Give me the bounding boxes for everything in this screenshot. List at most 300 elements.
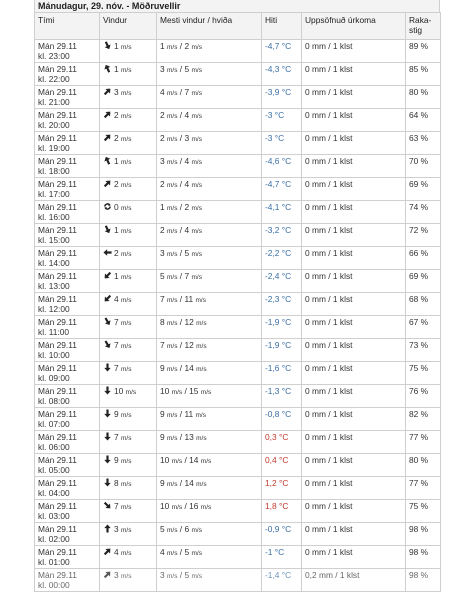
hour-label: kl. 07:00 [38, 419, 70, 429]
gust-value: 4 [184, 179, 190, 189]
speed-unit: m/s [195, 412, 206, 419]
wind-speed: 2 [114, 179, 119, 189]
day-label: Mán 29.11 [38, 179, 77, 189]
speed-unit: m/s [196, 343, 207, 350]
wind-speed: 9 [114, 409, 119, 419]
wind-cell [100, 431, 157, 454]
temperature-unit: °C [281, 64, 292, 74]
speed-unit: m/s [196, 435, 207, 442]
hour-label: kl. 23:00 [38, 51, 70, 61]
speed-unit: m/s [167, 297, 178, 304]
temperature-cell [262, 546, 302, 569]
day-label: Mán 29.11 [38, 386, 77, 396]
wind-cell [100, 224, 157, 247]
time-cell [35, 224, 100, 247]
temperature-cell [262, 63, 302, 86]
table-row [35, 132, 441, 155]
temperature-cell [262, 247, 302, 270]
precipitation-cell: 0 mm / 1 klst [302, 477, 406, 500]
table-row [35, 293, 441, 316]
temperature-unit: °C [281, 248, 292, 258]
day-label: Mán 29.11 [38, 501, 77, 511]
precipitation-cell: 0 mm / 1 klst [302, 408, 406, 431]
speed-unit: m/s [191, 251, 202, 258]
speed-unit: m/s [121, 159, 132, 166]
precipitation-cell: 0 mm / 1 klst [302, 201, 406, 224]
precipitation-cell: 0 mm / 1 klst [302, 339, 406, 362]
time-cell [35, 40, 100, 63]
wind-cell [100, 339, 157, 362]
speed-unit: m/s [191, 159, 202, 166]
wind-cell [100, 523, 157, 546]
speed-unit: m/s [191, 113, 202, 120]
max-wind-cell: 9 m/s / 14 m/s [157, 362, 262, 385]
precipitation-cell: 0 mm / 1 klst [302, 431, 406, 454]
temperature-cell [262, 454, 302, 477]
wind-cell [100, 132, 157, 155]
max-wind-value: 9 [160, 478, 165, 488]
speed-unit: m/s [167, 113, 178, 120]
precipitation-cell: 0 mm / 1 klst [302, 362, 406, 385]
precipitation-cell: 0 mm / 1 klst [302, 224, 406, 247]
speed-unit: m/s [167, 136, 178, 143]
speed-unit: m/s [167, 573, 178, 580]
wind-direction-arrow-icon [103, 363, 112, 372]
temperature-cell [262, 408, 302, 431]
speed-unit: m/s [196, 366, 207, 373]
temperature-value: 0,3 [265, 432, 277, 442]
table-row [35, 316, 441, 339]
temperature-cell [262, 431, 302, 454]
hour-label: kl. 13:00 [38, 281, 70, 291]
gust-value: 14 [184, 363, 194, 373]
hour-label: kl. 11:00 [38, 327, 70, 337]
speed-unit: m/s [121, 113, 132, 120]
day-label: Mán 29.11 [38, 271, 77, 281]
speed-unit: m/s [121, 251, 132, 258]
table-row [35, 270, 441, 293]
humidity-cell: 63 % [406, 132, 441, 155]
wind-speed: 1 [114, 64, 119, 74]
temperature-value: 1,2 [265, 478, 277, 488]
col-header-humidity[interactable] [406, 13, 441, 40]
wind-cell [100, 385, 157, 408]
wind-speed: 2 [114, 133, 119, 143]
table-row [35, 454, 441, 477]
humidity-cell: 69 % [406, 270, 441, 293]
max-wind-cell: 3 m/s / 5 m/s [157, 569, 262, 592]
humidity-cell: 64 % [406, 109, 441, 132]
gust-value: 12 [184, 317, 194, 327]
gust-value: 5 [184, 64, 190, 74]
humidity-cell: 77 % [406, 431, 441, 454]
temperature-value: -4,6 [265, 156, 280, 166]
temperature-cell [262, 385, 302, 408]
col-header-time[interactable]: Tími [35, 13, 100, 40]
wind-cell [100, 477, 157, 500]
speed-unit: m/s [171, 389, 183, 396]
wind-speed: 1 [114, 271, 119, 281]
temperature-unit: °C [281, 409, 292, 419]
speed-unit: m/s [121, 481, 132, 488]
precipitation-cell: 0 mm / 1 klst [302, 500, 406, 523]
hour-label: kl. 10:00 [38, 350, 70, 360]
wind-cell [100, 569, 157, 592]
speed-unit: m/s [191, 67, 202, 74]
wind-cell [100, 86, 157, 109]
temperature-value: -2,3 [265, 294, 280, 304]
max-wind-cell: 4 m/s / 5 m/s [157, 546, 262, 569]
precipitation-cell: 0 mm / 1 klst [302, 86, 406, 109]
precipitation-cell: 0 mm / 1 klst [302, 155, 406, 178]
temperature-value: -3,2 [265, 225, 280, 235]
wind-cell [100, 500, 157, 523]
wind-direction-arrow-icon [103, 110, 112, 119]
max-wind-cell: 3 m/s / 4 m/s [157, 155, 262, 178]
wind-speed: 2 [114, 248, 119, 258]
max-wind-value: 3 [160, 248, 165, 258]
gust-value: 5 [184, 248, 190, 258]
temperature-cell [262, 569, 302, 592]
humidity-header-line2: stig [409, 25, 423, 35]
wind-direction-arrow-icon [103, 294, 112, 303]
precipitation-cell: 0 mm / 1 klst [302, 247, 406, 270]
wind-speed: 2 [114, 110, 119, 120]
wind-direction-arrow-icon [103, 501, 112, 510]
temperature-cell [262, 40, 302, 63]
speed-unit: m/s [167, 550, 178, 557]
max-wind-value: 1 [160, 202, 165, 212]
temperature-value: -1,9 [265, 340, 280, 350]
humidity-cell: 70 % [406, 155, 441, 178]
wind-direction-arrow-icon [103, 156, 112, 165]
speed-unit: m/s [200, 458, 212, 465]
speed-unit: m/s [121, 136, 132, 143]
time-cell [35, 132, 100, 155]
hour-label: kl. 06:00 [38, 442, 70, 452]
day-label: Mán 29.11 [38, 432, 77, 442]
precipitation-cell: 0 mm / 1 klst [302, 385, 406, 408]
wind-cell [100, 546, 157, 569]
temperature-value: -3,9 [265, 87, 280, 97]
humidity-header-line1: Raka- [409, 15, 432, 25]
wind-speed: 3 [114, 570, 119, 580]
page-title: Mánudagur, 29. nóv. - Möðruvellir [34, 0, 440, 12]
day-label: Mán 29.11 [38, 64, 77, 74]
wind-speed: 0 [114, 202, 119, 212]
time-cell [35, 362, 100, 385]
calm-wind-icon [103, 202, 112, 211]
speed-unit: m/s [121, 435, 132, 442]
temperature-cell [262, 339, 302, 362]
wind-direction-arrow-icon [103, 87, 112, 96]
speed-unit: m/s [191, 274, 202, 281]
speed-unit: m/s [121, 90, 132, 97]
precipitation-cell: 0 mm / 1 klst [302, 523, 406, 546]
temperature-cell [262, 132, 302, 155]
table-row [35, 362, 441, 385]
table-row [35, 569, 441, 592]
max-wind-cell: 1 m/s / 2 m/s [157, 201, 262, 224]
day-label: Mán 29.11 [38, 202, 77, 212]
temperature-value: -3 [265, 133, 273, 143]
wind-speed: 7 [114, 501, 119, 511]
speed-unit: m/s [167, 527, 178, 534]
col-header-wind[interactable]: Vindur [100, 13, 157, 40]
col-header-max-wind[interactable]: Mesti vindur / hviða [157, 13, 262, 40]
temperature-unit: °C [281, 179, 292, 189]
wind-direction-arrow-icon [103, 41, 112, 50]
wind-speed: 1 [114, 225, 119, 235]
hour-label: kl. 18:00 [38, 166, 70, 176]
gust-value: 2 [184, 41, 190, 51]
table-row [35, 523, 441, 546]
time-cell [35, 155, 100, 178]
time-cell [35, 385, 100, 408]
hour-label: kl. 16:00 [38, 212, 70, 222]
time-cell [35, 546, 100, 569]
wind-direction-arrow-icon [103, 64, 112, 73]
temperature-cell [262, 293, 302, 316]
temperature-unit: °C [278, 478, 289, 488]
humidity-cell: 72 % [406, 224, 441, 247]
time-cell [35, 178, 100, 201]
speed-unit: m/s [200, 504, 212, 511]
temperature-unit: °C [281, 202, 292, 212]
day-label: Mán 29.11 [38, 409, 77, 419]
wind-cell [100, 316, 157, 339]
max-wind-value: 5 [160, 524, 165, 534]
speed-unit: m/s [167, 366, 178, 373]
gust-value: 4 [184, 225, 190, 235]
temperature-unit: °C [281, 340, 292, 350]
time-cell [35, 339, 100, 362]
gust-value: 5 [184, 547, 190, 557]
wind-cell [100, 201, 157, 224]
speed-unit: m/s [167, 274, 178, 281]
temperature-unit: °C [281, 317, 292, 327]
time-cell [35, 454, 100, 477]
hour-label: kl. 19:00 [38, 143, 70, 153]
max-wind-cell: 2 m/s / 4 m/s [157, 109, 262, 132]
speed-unit: m/s [121, 67, 132, 74]
temperature-cell [262, 477, 302, 500]
temperature-cell [262, 224, 302, 247]
time-cell [35, 431, 100, 454]
time-cell [35, 477, 100, 500]
wind-direction-arrow-icon [103, 386, 112, 395]
forecast-table [34, 12, 441, 592]
day-label: Mán 29.11 [38, 156, 77, 166]
gust-value: 13 [184, 432, 194, 442]
wind-direction-arrow-icon [103, 570, 112, 579]
max-wind-value: 4 [160, 547, 165, 557]
time-cell [35, 523, 100, 546]
speed-unit: m/s [195, 297, 206, 304]
wind-speed: 3 [114, 524, 119, 534]
day-label: Mán 29.11 [38, 41, 77, 51]
temperature-cell [262, 201, 302, 224]
wind-cell [100, 362, 157, 385]
day-label: Mán 29.11 [38, 110, 77, 120]
speed-unit: m/s [167, 44, 178, 51]
humidity-cell: 77 % [406, 477, 441, 500]
time-cell [35, 293, 100, 316]
hour-label: kl. 05:00 [38, 465, 70, 475]
precipitation-cell: 0 mm / 1 klst [302, 454, 406, 477]
humidity-cell: 98 % [406, 523, 441, 546]
day-label: Mán 29.11 [38, 524, 77, 534]
temperature-value: -4,7 [265, 41, 280, 51]
temperature-value: -0,9 [265, 524, 280, 534]
max-wind-value: 7 [160, 294, 165, 304]
temperature-unit: °C [281, 294, 292, 304]
temperature-value: -1 [265, 547, 273, 557]
speed-unit: m/s [196, 320, 207, 327]
wind-cell [100, 155, 157, 178]
speed-unit: m/s [121, 182, 132, 189]
day-label: Mán 29.11 [38, 225, 77, 235]
speed-unit: m/s [121, 44, 132, 51]
wind-direction-arrow-icon [103, 225, 112, 234]
humidity-cell: 67 % [406, 316, 441, 339]
wind-direction-arrow-icon [103, 133, 112, 142]
humidity-cell: 76 % [406, 385, 441, 408]
temperature-value: 1,8 [265, 501, 277, 511]
speed-unit: m/s [167, 320, 178, 327]
temperature-value: -1,6 [265, 363, 280, 373]
temperature-unit: °C [281, 363, 292, 373]
table-row [35, 86, 441, 109]
time-cell [35, 86, 100, 109]
wind-speed: 4 [114, 294, 119, 304]
speed-unit: m/s [121, 228, 132, 235]
day-label: Mán 29.11 [38, 455, 77, 465]
table-row [35, 201, 441, 224]
speed-unit: m/s [191, 136, 202, 143]
humidity-cell: 74 % [406, 201, 441, 224]
speed-unit: m/s [121, 504, 132, 511]
temperature-unit: °C [281, 87, 292, 97]
humidity-cell: 69 % [406, 178, 441, 201]
temperature-unit: °C [281, 524, 292, 534]
wind-speed: 7 [114, 340, 119, 350]
max-wind-value: 2 [160, 225, 165, 235]
hour-label: kl. 02:00 [38, 534, 70, 544]
day-label: Mán 29.11 [38, 478, 77, 488]
humidity-cell: 82 % [406, 408, 441, 431]
table-row [35, 178, 441, 201]
col-header-temperature[interactable]: Hiti [262, 13, 302, 40]
max-wind-value: 7 [160, 340, 165, 350]
gust-value: 4 [184, 110, 190, 120]
wind-direction-arrow-icon [103, 455, 112, 464]
temperature-unit: °C [278, 432, 289, 442]
hour-label: kl. 14:00 [38, 258, 70, 268]
speed-unit: m/s [121, 297, 132, 304]
gust-value: 4 [184, 156, 190, 166]
temperature-value: -1,9 [265, 317, 280, 327]
max-wind-cell: 9 m/s / 13 m/s [157, 431, 262, 454]
max-wind-value: 10 [160, 386, 170, 396]
humidity-cell: 66 % [406, 247, 441, 270]
max-wind-cell: 1 m/s / 2 m/s [157, 40, 262, 63]
wind-speed: 7 [114, 432, 119, 442]
gust-value: 3 [184, 133, 190, 143]
table-row [35, 500, 441, 523]
gust-value: 6 [184, 524, 190, 534]
time-cell [35, 316, 100, 339]
speed-unit: m/s [191, 44, 202, 51]
speed-unit: m/s [121, 274, 132, 281]
day-label: Mán 29.11 [38, 340, 77, 350]
table-row [35, 109, 441, 132]
gust-value: 2 [184, 202, 190, 212]
gust-value: 14 [184, 478, 194, 488]
speed-unit: m/s [191, 205, 202, 212]
table-row [35, 247, 441, 270]
temperature-unit: °C [274, 133, 285, 143]
max-wind-value: 2 [160, 133, 165, 143]
wind-direction-arrow-icon [103, 179, 112, 188]
gust-value: 15 [189, 386, 199, 396]
wind-speed: 9 [114, 455, 119, 465]
day-label: Mán 29.11 [38, 87, 77, 97]
day-label: Mán 29.11 [38, 248, 77, 258]
temperature-value: -1,4 [265, 570, 280, 580]
speed-unit: m/s [171, 458, 183, 465]
wind-cell [100, 293, 157, 316]
max-wind-cell: 5 m/s / 6 m/s [157, 523, 262, 546]
hour-label: kl. 12:00 [38, 304, 70, 314]
speed-unit: m/s [167, 205, 178, 212]
speed-unit: m/s [167, 481, 178, 488]
max-wind-cell: 3 m/s / 5 m/s [157, 247, 262, 270]
gust-value: 7 [184, 271, 190, 281]
speed-unit: m/s [167, 228, 178, 235]
speed-unit: m/s [121, 527, 132, 534]
max-wind-cell: 7 m/s / 11 m/s [157, 293, 262, 316]
max-wind-cell: 10 m/s / 14 m/s [157, 454, 262, 477]
humidity-cell: 68 % [406, 293, 441, 316]
table-row [35, 546, 441, 569]
day-label: Mán 29.11 [38, 133, 77, 143]
precipitation-cell: 0 mm / 1 klst [302, 109, 406, 132]
speed-unit: m/s [200, 389, 212, 396]
speed-unit: m/s [191, 573, 202, 580]
speed-unit: m/s [191, 90, 202, 97]
wind-cell [100, 270, 157, 293]
temperature-value: 0,4 [265, 455, 277, 465]
wind-direction-arrow-icon [103, 409, 112, 418]
max-wind-value: 3 [160, 156, 165, 166]
speed-unit: m/s [167, 159, 178, 166]
col-header-precipitation[interactable]: Uppsöfnuð úrkoma [302, 13, 406, 40]
precipitation-cell: 0 mm / 1 klst [302, 293, 406, 316]
table-row [35, 477, 441, 500]
table-row [35, 385, 441, 408]
table-row [35, 431, 441, 454]
time-cell [35, 500, 100, 523]
max-wind-cell: 3 m/s / 5 m/s [157, 63, 262, 86]
max-wind-cell: 9 m/s / 14 m/s [157, 477, 262, 500]
max-wind-cell: 4 m/s / 7 m/s [157, 86, 262, 109]
wind-speed: 1 [114, 41, 119, 51]
precipitation-cell: 0,2 mm / 1 klst [302, 569, 406, 592]
temperature-value: -2,4 [265, 271, 280, 281]
max-wind-value: 2 [160, 110, 165, 120]
wind-direction-arrow-icon [103, 317, 112, 326]
